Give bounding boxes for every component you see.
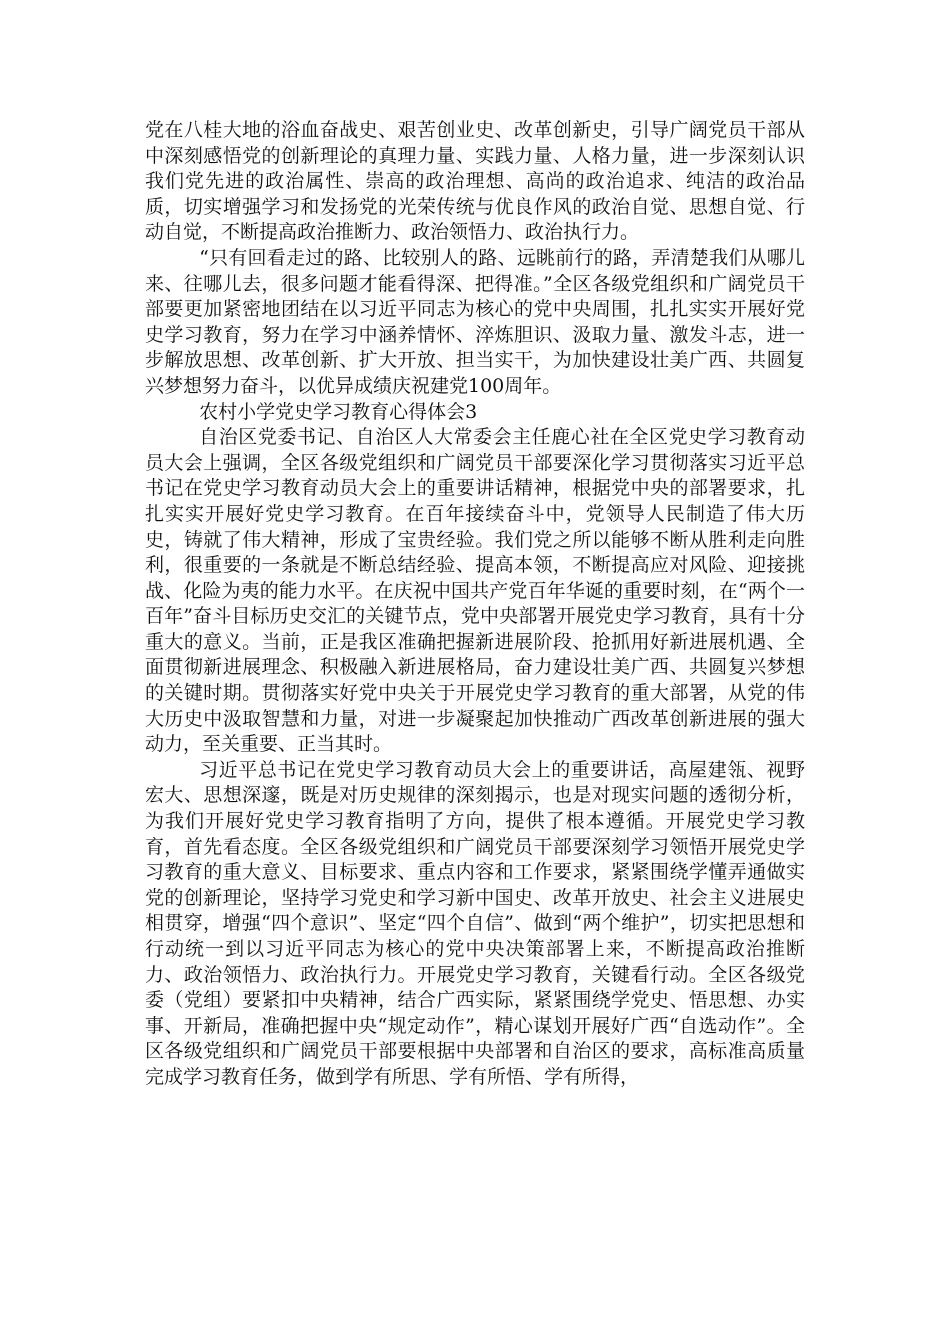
paragraph-3: 自治区党委书记、自治区人大常委会主任鹿心社在全区党史学习教育动员大会上强调，全区各级党组织和广阔党员干部要深化学习贯彻落实习近平总书记在党史学习教育动员大会上的重要讲话精神，根据党中央的部署要求，扎扎实实开展好党史学习教育。在百年接续奋斗中，党领导人民制造了伟大历史，铸就了伟大精神，形成了宝贵经验。我们党之所以能够不断从胜利走向胜利，很重要的一条就是不断总结经验、提高本领，不断提高应对风险、迎接挑战、化险为夷的能力水平。在庆祝中国共产党百年华诞的重要时刻，在“两个一百年”奋斗目标历史交汇的关键节点，党中央部署开展党史学习教育，具有十分重大的意义。当前，正是我区准确把握新进展阶段、抢抓用好新进展机遇、全面贯彻新进展理念、积极融入新进展格局，奋力建设壮美广西、共圆复兴梦想的关键时期。贯彻落实好党中央关于开展党史学习教育的重大部署，从党的伟大历史中汲取智慧和力量，对进一步凝聚起加快推动广西改革创新进展的强大动力，至关重要、正当其时。	[145, 426, 805, 756]
paragraph-2: “只有回看走过的路、比较别人的路、远眺前行的路，弄清楚我们从哪儿来、往哪儿去，很多问题才能看得深、把得准。”全区各级党组织和广阔党员干部要更加紧密地团结在以习近平同志为核心的党中央周围，扎扎实实开展好党史学习教育，努力在学习中涵养情怀、淬炼胆识、汲取力量、激发斗志，进一步解放思想、改革创新、扩大开放、担当实干，为加快建设壮美广西、共圆复兴梦想努力奋斗，以优异成绩庆祝建党100周年。	[145, 246, 805, 397]
paragraph-4: 习近平总书记在党史学习教育动员大会上的重要讲话，高屋建瓴、视野宏大、思想深邃，既是对历史规律的深刻揭示，也是对现实问题的透彻分析，为我们开展好党史学习教育指明了方向，提供了根本遵循。开展党史学习教育，首先看态度。全区各级党组织和广阔党员干部要深刻学习领悟开展党史学习教育的重大意义、目标要求、重点内容和工作要求，紧紧围绕学懂弄通做实党的创新理论，坚持学习党史和学习新中国史、改革开放史、社会主义进展史相贯穿，增强“四个意识”、坚定“四个自信”、做到“两个维护”，切实把思想和行动统一到以习近平同志为核心的党中央决策部署上来，不断提高政治推断力、政治领悟力、政治执行力。开展党史学习教育，关键看行动。全区各级党委（党组）要紧扣中央精神，结合广西实际，紧紧围绕学党史、悟思想、办实事、开新局，准确把握中央“规定动作”，精心谋划开展好广西“自选动作”。全区各级党组织和广阔党员干部要根据中央部署和自治区的要求，高标准高质量完成学习教育任务，做到学有所思、学有所悟、学有所得，	[145, 758, 805, 1088]
section-heading: 农村小学党史学习教育心得体会3	[199, 400, 478, 423]
document-body	[145, 118, 805, 1091]
paragraph-1: 党在八桂大地的浴血奋战史、艰苦创业史、改革创新史，引导广阔党员干部从中深刻感悟党的创新理论的真理力量、实践力量、人格力量，进一步深刻认识我们党先进的政治属性、崇高的政治理想、高尚的政治追求、纯洁的政治品质，切实增强学习和发扬党的光荣传统与优良作风的政治自觉、思想自觉、行动自觉，不断提高政治推断力、政治领悟力、政治执行力。	[145, 119, 805, 244]
